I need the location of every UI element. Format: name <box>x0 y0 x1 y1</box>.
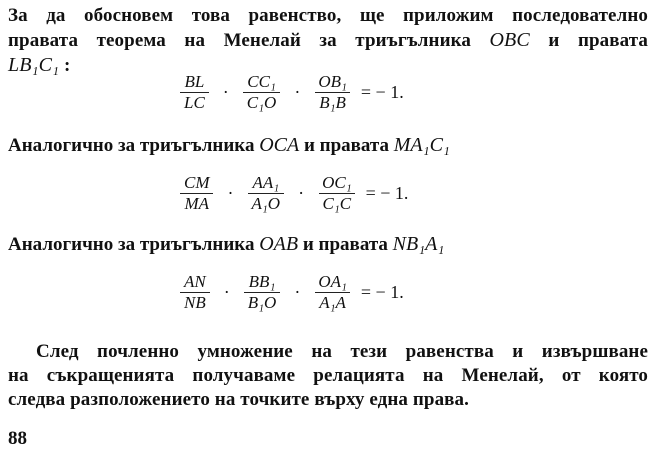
eq2-f3-num: OC₁ <box>322 173 352 192</box>
eq3-fraction-3 <box>314 272 351 313</box>
eq3-f1-den: NB <box>180 292 210 313</box>
multiply-dot: · <box>227 183 234 203</box>
eq3-f2-num: BB₁ <box>248 272 276 291</box>
eq2-f1-num: CM <box>184 173 210 192</box>
eq2-f2-den: A₁O <box>248 193 285 214</box>
conclusion-line-3: следва разположението на точките върху една права. <box>8 389 469 410</box>
eq2-rhs: = − 1. <box>365 183 409 203</box>
eq2-fraction-1 <box>180 173 214 214</box>
line-nb1a1: NB₁A₁ <box>392 233 445 255</box>
line-ma1c1: MA₁C₁ <box>393 134 450 156</box>
eq1-f1-den: LC <box>180 92 209 113</box>
eq3-fraction-2 <box>244 272 281 313</box>
eq1-fraction-3 <box>314 72 351 113</box>
eq3-fraction-1 <box>180 272 210 313</box>
line-2-mid: и правата <box>299 135 394 156</box>
equation-2 <box>180 173 408 214</box>
multiply-dot: · <box>294 282 301 302</box>
multiply-dot: · <box>294 82 301 102</box>
eq3-f2-den: B₁O <box>244 292 281 313</box>
multiply-dot: · <box>222 82 229 102</box>
eq1-f3-num: OB₁ <box>318 72 347 91</box>
line-3 <box>8 232 444 257</box>
conclusion-line-1: След почленно умножение на тези равенства и извършване <box>36 341 648 362</box>
eq2-fraction-3 <box>318 173 356 214</box>
triangle-oab: OAB <box>259 233 299 255</box>
triangle-oca: OCA <box>259 134 300 156</box>
eq1-f3-den: B₁B <box>315 92 350 113</box>
conclusion-line-2: на съкращенията получаваме релацията на Менелай, от която <box>8 365 648 386</box>
line-2 <box>8 133 450 158</box>
eq1-rhs: = − 1. <box>360 82 404 102</box>
line-3-mid: и правата <box>298 234 393 255</box>
eq1-f2-den: C₁O <box>243 92 281 113</box>
line-3-text: Аналогично за триъгълника <box>8 234 260 255</box>
eq2-f3-den: C₁C <box>319 193 356 214</box>
intro-line-2 <box>8 28 648 53</box>
eq2-f1-den: MA <box>180 193 213 214</box>
eq2-fraction-2 <box>248 173 285 214</box>
intro-line-2-text: правата теорема на Менелай за триъгълника <box>8 30 490 51</box>
multiply-dot: · <box>298 183 305 203</box>
eq1-f2-num: CC₁ <box>247 72 276 91</box>
line-2-text: Аналогично за триъгълника <box>8 135 260 156</box>
eq3-f3-den: A₁A <box>315 292 350 313</box>
conclusion-paragraph <box>8 340 648 412</box>
eq3-f1-num: AN <box>184 272 206 291</box>
eq2-f2-num: AA₁ <box>252 173 280 192</box>
eq3-f3-num: OA₁ <box>318 272 347 291</box>
equation-3 <box>180 272 404 313</box>
equation-1 <box>180 72 404 113</box>
intro-line-2-end: и правата <box>529 30 648 51</box>
line-lb1c1: LB₁C₁ <box>8 54 60 76</box>
intro-line-1: За да обосновем това равенство, ще приложим последователно <box>8 5 648 26</box>
eq1-f1-num: BL <box>184 72 205 91</box>
page-number: 88 <box>8 428 27 449</box>
eq1-fraction-2 <box>243 72 281 113</box>
multiply-dot: · <box>223 282 230 302</box>
triangle-obc: OBC <box>489 29 530 51</box>
intro-paragraph <box>8 4 648 78</box>
intro-colon: : <box>59 55 71 76</box>
eq1-fraction-1 <box>180 72 209 113</box>
eq3-rhs: = − 1. <box>360 282 404 302</box>
